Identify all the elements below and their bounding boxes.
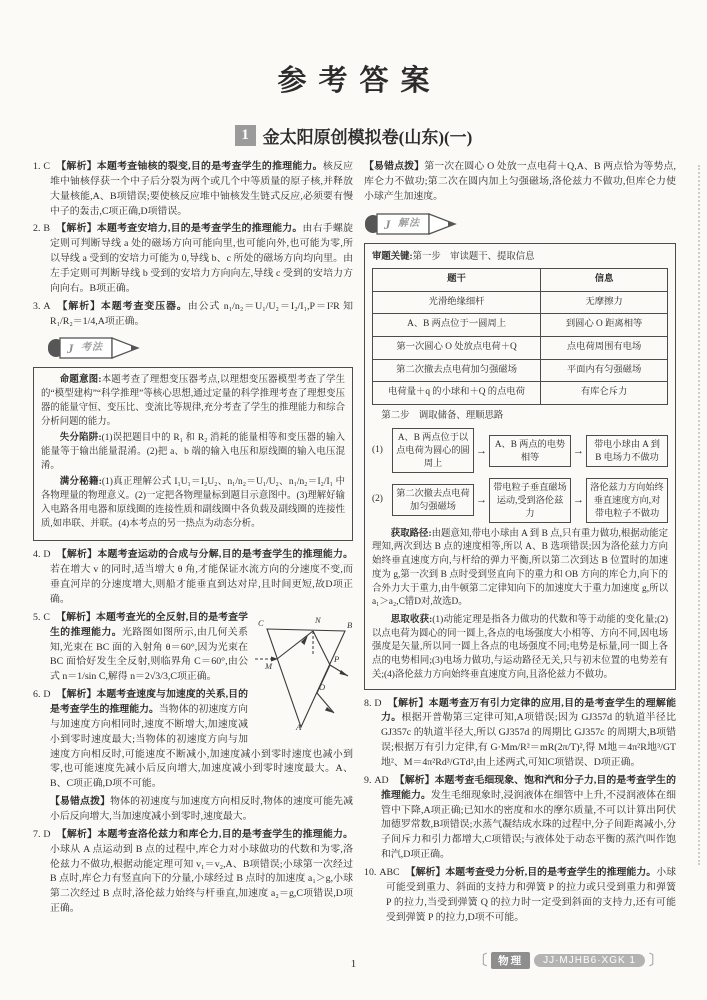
table-row: [373, 314, 668, 337]
flow-box: 带电小球由 A 到 B 电场力不做功: [586, 435, 668, 467]
item-answer: A: [43, 300, 51, 312]
tip-paragraph: [41, 476, 345, 531]
info-cell: 有库仑斥力: [541, 382, 668, 405]
stem-cell: 电荷量＋q 的小球和＋Q 的点电荷: [373, 382, 541, 405]
item-body: 小球可能受到重力、斜面的支持力和弹簧 P 的拉力或只受到重力和弹簧 P 的拉力,当受到弹簧 Q 的拉力时一定受到斜面的支持力,还有可能受到弹簧 P 的拉力,D项不可能。: [386, 867, 676, 923]
mistake-note-item-6: [33, 795, 353, 825]
answer-item-4: [33, 548, 353, 607]
answer-item-10: [364, 866, 676, 925]
answer-item-8: [364, 697, 676, 771]
kaofa-pencil-banner: [47, 335, 353, 361]
answer-item-9: [364, 774, 676, 863]
mistake-note-item-7: [364, 160, 676, 205]
svg-text:A: A: [296, 721, 302, 731]
tip-heading: 满分秘籍:: [59, 477, 102, 488]
svg-text:O: O: [319, 681, 326, 692]
flow-label: (2): [372, 494, 383, 505]
answer-item-3: [33, 300, 353, 330]
info-cell: 点电荷周围有电场: [541, 336, 668, 359]
item-answer: D: [43, 549, 51, 561]
item-body: 发生毛细现象时,浸润液体在细管中上升,不浸润液体在细管中下降,A项正确;已知水的密度和水的摩尔质量,不可以计算出阿伏加德罗常数,B项错误;水蒸气凝结成水珠的过程中,分子间距离减小,分子间斥力和引力都增大,C项错误;与液体处于动态平衡的蒸汽叫作饱和汽,D项正确。: [381, 789, 676, 861]
item-answer: D: [43, 828, 51, 840]
item-body: 光路图如图所示,由几何关系知,光束在 BC 面的入射角 θ＝60°,因为光束在 BC 面恰好发生全反射,则临界角 C＝60°,由公式 n＝1/sin C,解得 n＝2√3/3,C项正确。: [50, 626, 248, 683]
info-cell: 到圆心 O 距离相等: [541, 314, 668, 337]
flow-box: 第二次撤去点电荷加匀强磁场: [392, 484, 474, 516]
info-cell: 无摩擦力: [541, 291, 668, 314]
tip-text: (1)真正理解公式 I₁U₁＝I₂U₂、n₁/n₂＝U₁/U₂、n₁/n₂＝I₂/I₁ 中各物理量的物理意义。(2)一定把各物理量标到题目示意图中。(3)理解好输入电路各用电器和原线圈的连接性质和副线圈中各负载及副线圈的连接性质,如串联、并联。(4)本考点的另一热点为动态分析。: [41, 477, 345, 529]
reading-key-heading: 审题关键:: [372, 251, 413, 262]
arrow-right-icon: →: [476, 494, 487, 507]
step2-line: 第二步 调取储备、理顺思路: [381, 410, 504, 421]
tip-heading: 命题意图:: [59, 375, 102, 386]
step1-text: 第一步 审读题干、提取信息: [412, 251, 535, 262]
svg-text:B: B: [347, 619, 353, 630]
footer-right-bracket: 〕: [649, 954, 663, 969]
svg-text:M: M: [265, 660, 273, 671]
item-answer: C: [43, 161, 50, 172]
analysis-heading: 【解析】本题考查运动的合成与分解,目的是考查学生的推理能力。: [56, 549, 353, 561]
item-body: 由公式 n₁/n₂＝U₁/U₂＝I₂/I₁,P＝I²R 知 R₁/R₂＝1/4,A项正确。: [50, 300, 353, 327]
item-number: 8.: [364, 697, 372, 709]
reading-key-line: [372, 251, 668, 265]
table-row: [373, 382, 668, 405]
svg-text:P: P: [334, 653, 340, 664]
left-column: [33, 160, 353, 928]
item-body: 小球从 A 点运动到 B 点的过程中,库仑力对小球做功的代数和为零,洛伦兹力不做功,根据动能定理可知 v₁＝v₂,A、B项错误;小球第一次经过 B 点时,库仑力有竖直向下的分量,小球经过 B 点时的加速度 a₁＞g,小球第二次经过 B 点时,洛伦兹力始终与杆垂直,加速度 a₂＝g,C项错误,D项正确。: [50, 843, 353, 915]
analysis-heading: 【解析】本题考查万有引力定律的应用,目的是考查学生的理解能力。: [381, 697, 676, 724]
item-body: 当物体的初速度方向与加速度方向相同时,速度不断增大,加速度减小到零时速度最大;当物体的初速度方向与加速度方向相反时,可能速度不断减小,加速度减小到零时速度也减小到零,也可能速度先减小后反向增大,加速度减小到零时速度最大。A、B、C项正确,D项不可能。: [50, 703, 353, 790]
analysis-heading: 【解析】本题考查变压器。: [56, 300, 188, 312]
tip-heading: 失分陷阱:: [59, 433, 102, 444]
page-number: 1: [350, 958, 357, 970]
flow-box: 洛伦兹力方向始终垂直速度方向,对带电粒子不做功: [586, 478, 668, 523]
arrow-right-icon: →: [573, 444, 584, 457]
analysis-heading: 【解析】本题考查安培力,目的是考查学生的推理能力。: [56, 223, 303, 235]
item-number: 1.: [33, 161, 41, 172]
table-header-row: [373, 269, 668, 292]
flowchart-row-1: [372, 428, 668, 473]
item-number: 10.: [364, 867, 377, 878]
item-answer: C: [43, 611, 50, 623]
stem-cell: 第二次撤去点电荷加匀强磁场: [373, 359, 541, 382]
flowchart-row-2: [372, 478, 668, 523]
column-header-info: 信息: [541, 269, 668, 292]
item-answer: B: [43, 223, 50, 235]
item-answer: D: [43, 689, 51, 701]
page-footer: [473, 950, 663, 970]
gain-text: (1)动能定理是指各力做功的代数和等于动能的变化量;(2)以点电荷为圆心的同一圆上,各点的电场强度大小相等、方向不同,因电场强度是矢量,所以同一圆上各点的电场强度不同;电势是标量,同一圆上各点的电势相同;(3)电场力做功,与运动路径无关,只与初末位置的电势差有关;(4)洛伦兹力方向始终垂直速度方向,且洛伦兹力不做功。: [372, 614, 668, 680]
jiefa-pencil-banner: [364, 211, 676, 237]
item-body: 根据开普勒第三定律可知,A项错误;因为 GJ357d 的轨道半径比 GJ357c 的轨道半径大,所以 GJ357d 的周期比 GJ357c 的周期大,B项错误;根据万有引力定律,有 G·Mm/R²＝mR(2π/T)²,得 M地＝4π²R地³/GT地²、M＝4π²Rd³/GTd²,由上述两式,可知C项错误、D项正确。: [381, 712, 676, 768]
analysis-heading: 【解析】本题考查受力分析,目的是考查学生的推理能力。: [405, 867, 657, 878]
stem-cell: 光滑绝缘细杆: [373, 291, 541, 314]
tip-paragraph: [41, 432, 345, 473]
two-column-body: [0, 148, 707, 928]
svg-text:C: C: [258, 617, 264, 628]
answer-item-2: [33, 222, 353, 296]
exam-method-tip-box: [33, 367, 353, 541]
table-row: [373, 359, 668, 382]
tip-paragraph: [41, 374, 345, 429]
stem-cell: A、B 两点位于一圆周上: [373, 314, 541, 337]
note-text: 第一次在圆心 O 处放一点电荷＋Q,A、B 两点恰为等势点,库仑力不做功;第二次在圆内加上匀强磁场,洛伦兹力不做功,但库仑力使小球产生加速度。: [364, 161, 676, 202]
table-row: [373, 291, 668, 314]
flow-box: A、B 两点位于以点电荷为圆心的圆周上: [392, 428, 474, 473]
tip-text: 本题考查了理想变压器考点,以理想变压器模型考查了学生的“模型建构”“科学推理”等核心思想,通过定量的科学推理考查了理想变压器的能量守恒、变压比、变流比等规律,充分考查了学生的推理能力和综合分析问题的能力。: [41, 375, 345, 427]
section-header: [0, 123, 707, 148]
path-text: 由题意知,带电小球由 A 到 B 点,只有重力做功,根据动能定理知,两次到达 B 点的速度相等,所以 A、B 选项错误;因为洛伦兹力方向始终垂直速度方向,与杆给的弹力平衡,所以第二次到达 B 位置时的加速度为 g,第一次到 B 点时受到竖直向下的重力和 OB 方向的库仑力,向下的合外力大于重力,由牛顿第二定律知向下的加速度大于重力加速度 g,所以 a₁＞a₂,C错D对,故选D。: [372, 528, 668, 608]
pencil-banner-label: 解法: [398, 217, 420, 229]
page-title: 参考答案: [277, 65, 442, 97]
edition-code-badge: JJ·MJHB6·XGK 1: [534, 954, 645, 967]
item-number: 5.: [33, 611, 41, 623]
item-body: 由右手螺旋定则可判断导线 a 处的磁场方向可能向里,也可能向外,也可能为零,所以导线 a 受到的安培力可能为 0,导线 b、c 所处的磁场方向均向里。由左手定则可判断导线 b 受到的安培力方向向左,导线 c 受到的安培力方向向右。B项正确。: [50, 223, 353, 294]
subject-badge: 物理: [491, 952, 530, 969]
analysis-heading: 【解析】本题考查光的全反射,目的是考查学生的推理能力。: [50, 611, 248, 638]
column-header-stem: 题干: [373, 269, 541, 292]
tip-text: (1)误把题目中的 R₁ 和 R₂ 消耗的能量相等和变压器的输入能量等于输出能量混淆。(2)把 a、b 端的输入电压和原线圈的输入电压混淆。: [41, 433, 345, 471]
pencil-banner-label: 考法: [81, 342, 103, 354]
right-column: [364, 160, 676, 928]
arrow-right-icon: →: [476, 444, 487, 457]
item-number: 4.: [33, 549, 41, 561]
arrow-right-icon: →: [573, 494, 584, 507]
item-answer: ABC: [379, 867, 400, 878]
table-row: [373, 336, 668, 359]
footer-left-bracket: 〔: [473, 954, 488, 969]
analysis-heading: 【解析】本题考查铀核的裂变,目的是考查学生的推理能力。: [56, 161, 323, 172]
info-cell: 平面内有匀强磁场: [541, 359, 668, 382]
answer-item-1: [33, 160, 353, 219]
note-heading: 【易错点拨】: [50, 796, 111, 808]
section-title: 金太阳原创模拟卷(山东)(一): [262, 128, 473, 147]
item-number: 3.: [33, 300, 41, 312]
stem-info-table: [372, 268, 668, 404]
path-paragraph: [372, 528, 668, 610]
light-ray-prism-diagram: [253, 613, 353, 731]
svg-text:J: J: [384, 216, 391, 232]
solution-method-box: [364, 243, 676, 690]
analysis-heading: 【解析】本题考查洛伦兹力和库仑力,目的是考查学生的推理能力。: [56, 828, 353, 840]
gain-paragraph: [372, 614, 668, 683]
path-heading: 获取路径:: [390, 528, 432, 539]
flow-box: 带电粒子垂直磁场运动,受到洛伦兹力: [489, 478, 571, 523]
item-number: 2.: [33, 223, 41, 235]
note-heading: 【易错点拨】: [364, 161, 425, 172]
answer-item-7: [33, 828, 353, 917]
item-answer: AD: [374, 774, 389, 786]
item-number: 9.: [364, 774, 372, 786]
gain-heading: 思取收获:: [390, 614, 433, 625]
item-answer: D: [374, 697, 382, 709]
analysis-heading: 【解析】本题考查毛细现象、饱和汽和分子力,目的是考查学生的推理能力。: [381, 774, 676, 801]
flow-label: (1): [372, 444, 383, 455]
svg-text:N: N: [315, 614, 321, 625]
item-body: 核反应堆中铀核俘获一个中子后分裂为两个或几个中等质量的原子核,并释放大量核能,A、B项错误;要使核反应堆中铀核发生链式反应,必须要有慢中子的轰击,C项正确,D项错误。: [50, 161, 353, 217]
item-body: 若在增大 v 的同时,适当增大 θ 角,才能保证水流方向的分速度不变,而垂直河岸的分速度增大,则船才能垂直到达对岸,且时间更短,故D项正确。: [50, 564, 353, 605]
item-number: 7.: [33, 828, 41, 840]
scan-binding-dots: [698, 165, 700, 865]
stem-cell: 第一次圆心 O 处放点电荷＋Q: [373, 336, 541, 359]
analysis-heading: 【解析】本题考查速度与加速度的关系,目的是考查学生的推理能力。: [50, 689, 248, 715]
note-text: 物体的初速度与加速度方向相反时,物体的速度可能先减小后反向增大,当加速度减小到零时,速度最大。: [50, 796, 353, 822]
item-number: 6.: [33, 689, 41, 701]
flow-box: A、B 两点的电势相等: [489, 435, 571, 467]
section-number-badge: 1: [235, 125, 256, 146]
svg-text:J: J: [67, 341, 74, 357]
